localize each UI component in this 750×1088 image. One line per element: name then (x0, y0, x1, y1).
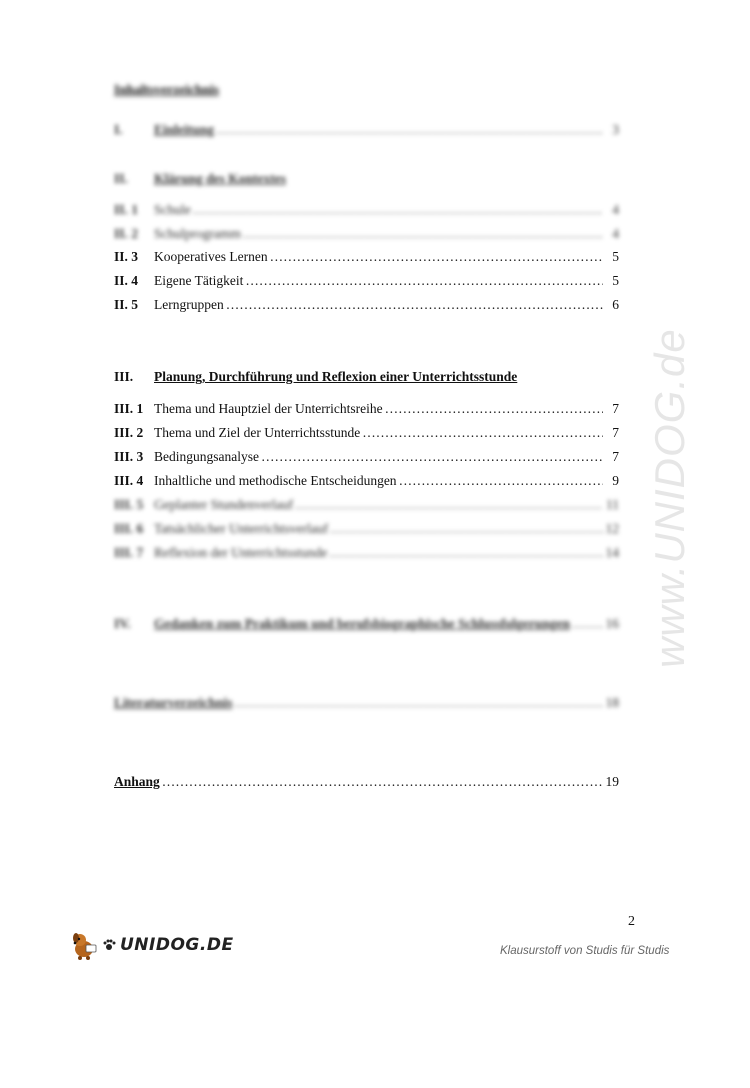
toc-entry-page: 7 (612, 449, 619, 464)
toc-entry-title: Reflexion der Unterrichtsstunde (154, 545, 328, 560)
leader-dots (385, 400, 603, 418)
toc-entry (114, 225, 619, 243)
toc-entry-title: Schulprogramm (154, 226, 241, 241)
toc-entry-number: II. 3 (114, 249, 139, 264)
toc-entry-title: Eigene Tätigkeit (154, 273, 244, 288)
toc-entry-number: III. 1 (114, 401, 144, 416)
toc-entry-title: Gedanken zum Praktikum und berufsbiographische Schlussfolgerungen (154, 616, 570, 631)
toc-entry-number: III. 6 (114, 521, 144, 536)
toc-entry-page: 11 (606, 497, 619, 512)
toc-entry-page: 9 (612, 473, 619, 488)
toc-entry-page: 18 (605, 695, 619, 710)
toc-entry-title: Thema und Ziel der Unterrichtsstunde (154, 425, 361, 440)
leader-dots (330, 520, 603, 538)
toc-entry-title: Tatsächlicher Unterrichtsverlauf (154, 521, 329, 536)
toc-entry-page: 19 (605, 774, 619, 789)
toc-entry-number: II. 4 (114, 273, 139, 288)
toc-entry-title: Geplanter Stundenverlauf (154, 497, 294, 512)
toc-entry-number: II. 1 (114, 202, 139, 217)
watermark-text: www.UNIDOG.de (646, 328, 693, 668)
toc-entry-page: 5 (612, 249, 619, 264)
leader-dots (243, 225, 603, 243)
toc-entry (114, 296, 619, 314)
leader-dots (226, 296, 603, 314)
watermark (646, 328, 706, 1088)
toc-entry (114, 272, 619, 290)
toc-heading: Inhaltsverzeichnis (114, 82, 220, 97)
leader-dots (329, 544, 603, 562)
toc-entry-number: III. 5 (114, 497, 144, 512)
toc-entry-page: 7 (612, 401, 619, 416)
toc-entry-title: Lerngruppen (154, 297, 224, 312)
leader-dots (399, 472, 603, 490)
logo-text: UNIDOG.DE (120, 935, 234, 955)
toc-entry (114, 448, 619, 466)
toc-entry-title: Thema und Hauptziel der Unterrichtsreihe (154, 401, 383, 416)
toc-entry-page: 4 (612, 226, 619, 241)
logo (68, 928, 234, 962)
toc-entry-page: 14 (605, 545, 619, 560)
leader-dots (261, 448, 603, 466)
toc-entry-title: Anhang (114, 774, 160, 789)
toc-entry (114, 773, 619, 791)
leader-dots (245, 272, 603, 290)
toc-entry-number: II. 2 (114, 226, 139, 241)
toc-entry (114, 472, 619, 490)
paw-icon (102, 938, 116, 952)
toc-entry (114, 496, 619, 514)
toc-entry-page: 7 (612, 425, 619, 440)
leader-dots (362, 424, 603, 442)
leader-dots (234, 694, 603, 712)
leader-dots (270, 248, 603, 266)
toc-entry (114, 520, 619, 538)
leader-dots (295, 496, 603, 514)
toc-entry-page: 12 (605, 521, 619, 536)
dog-mascot-icon (68, 929, 100, 961)
toc-entry-number: III. (114, 369, 134, 384)
toc-entry-number: III. 4 (114, 473, 144, 488)
leader-dots (162, 773, 603, 791)
toc-entry-number: III. 3 (114, 449, 144, 464)
toc-entry-title: Klärung des Kontextes (154, 171, 287, 186)
leader-dots (216, 121, 603, 139)
toc-entry-page: 3 (612, 122, 619, 137)
toc-entry (114, 544, 619, 562)
toc-entry-page: 4 (612, 202, 619, 217)
toc-entry (114, 201, 619, 219)
toc-entry-number: III. 2 (114, 425, 144, 440)
page-number: 2 (628, 914, 635, 929)
toc-entry-page: 6 (612, 297, 619, 312)
toc-entry-title: Bedingungsanalyse (154, 449, 259, 464)
toc-entry-title: Inhaltliche und methodische Entscheidungen (154, 473, 397, 488)
toc-entry (114, 248, 619, 266)
toc-entry-number: I. (114, 122, 123, 137)
toc-entry-number: III. 7 (114, 545, 144, 560)
toc-entry-number: II. 5 (114, 297, 139, 312)
toc-entry-title: Literaturverzeichnis (114, 695, 233, 710)
leader-dots (572, 615, 603, 633)
toc-entry (114, 170, 619, 188)
toc-entry-number: IV. (114, 616, 131, 631)
toc-entry (114, 121, 619, 139)
toc-entry-title: Planung, Durchführung und Reflexion einer Unterrichtsstunde (154, 369, 518, 384)
toc-entry-title: Kooperatives Lernen (154, 249, 268, 264)
footer-tagline: Klausurstoff von Studis für Studis (500, 945, 670, 957)
toc-entry (114, 400, 619, 418)
toc-entry-page: 16 (605, 616, 619, 631)
toc-entry-number: II. (114, 171, 128, 186)
toc-entry (114, 424, 619, 442)
toc-entry-title: Einleitung (154, 122, 215, 137)
toc-entry (114, 368, 619, 386)
leader-dots (193, 201, 603, 219)
toc-entry-page: 5 (612, 273, 619, 288)
toc-entry-title: Schule (154, 202, 191, 217)
toc-entry (114, 694, 619, 712)
toc-entry (114, 615, 619, 633)
